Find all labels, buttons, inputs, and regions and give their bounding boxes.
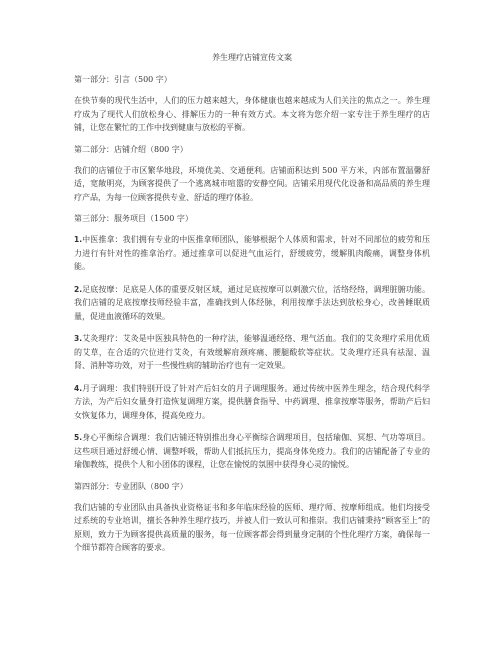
document-page xyxy=(74,52,430,564)
item-text: 月子调理：我们特别开设了针对产后妇女的月子调理服务。通过传统中医养生理念，结合现代科学方法，为产后妇女量身打造恢复调理方案，提供膳食指导、中药调理、推拿按摩等服务，帮助产后妇女恢复体力，调理身体，提高免疫力。 xyxy=(74,383,430,420)
item-text: 足底按摩：足底是人体的重要反射区域，通过足底按摩可以刺激穴位，活络经络，调理脏腑功能。我们店铺的足底按摩技师经验丰富，准确找到人体经脉，利用按摩手法达到放松身心，改善睡眠质量，促进血液循环的效果。 xyxy=(74,284,430,321)
section-team xyxy=(74,481,430,555)
service-item xyxy=(74,382,430,423)
paragraph: 我们的店铺位于市区繁华地段，环境优美、交通便利。店铺面积达到 500 平方米，内部布置温馨舒适，宽敞明亮，为顾客提供了一个逃离城市喧嚣的安静空间。店铺采用现代化设备和高品质的养生理疗产品，为每一位顾客提供专业、舒适的理疗体验。 xyxy=(74,165,430,202)
paragraph: 在快节奏的现代生活中，人们的压力越来越大，身体健康也越来越成为人们关注的焦点之一。养生理疗成为了现代人们放松身心、排解压力的一种有效方式。本文将为您介绍一家专注于养生理疗的店铺，让您在繁忙的工作中找到健康与放松的平衡。 xyxy=(74,96,430,132)
section-services xyxy=(74,213,430,472)
section-heading: 第三部分：服务项目（1500 字） xyxy=(74,214,193,223)
item-text: 艾灸理疗：艾灸是中医独具特色的一种疗法，能够温通经络、理气活血。我们的艾灸理疗采用优质的艾草，在合适的穴位进行艾灸，有效缓解肩颈疼痛、腰腿酸软等症状。艾灸理疗还具有祛湿、温肾、消肿等功效，对于一些慢性病的辅助治疗也有一定效果。 xyxy=(74,334,430,370)
section-intro xyxy=(74,74,430,135)
service-item xyxy=(74,332,430,373)
service-item xyxy=(74,233,430,274)
item-number: 4. xyxy=(74,383,83,393)
item-number: 5. xyxy=(74,433,83,442)
section-heading: 第一部分：引言（500 字） xyxy=(74,75,172,84)
section-store-intro xyxy=(74,144,430,205)
item-text: 身心平衡综合调理：我们店铺还特别推出身心平衡综合调理项目，包括瑜伽、冥想、气功等项目。这些项目通过舒缓心情、调整呼吸，帮助人们抵抗压力，提高身体免疫力。我们的店铺配备了专业的瑜伽教练，提供个人和小团体的课程，让您在愉悦的氛围中获得身心灵的愉悦。 xyxy=(74,433,430,469)
item-text: 中医推拿：我们拥有专业的中医推拿师团队，能够根据个人体质和需求，针对不同部位的疲劳和压力进行有针对性的推拿治疗。通过推拿可以促进气血运行，舒缓疲劳，缓解肌肉酸痛，调整身体机能。 xyxy=(74,235,430,271)
document-title: 养生理疗店铺宣传文案 xyxy=(212,53,292,62)
service-item xyxy=(74,431,430,472)
item-number: 2. xyxy=(74,284,83,294)
paragraph: 我们店铺的专业团队由具备执业资格证书和多年临床经验的医师、理疗师、按摩师组成。他们均接受过系统的专业培训，擅长各种养生理疗技巧，并被人们一致认可和推崇。我们店铺秉持“顾客至上”的原则，致力于为顾客提供高质量的服务，每一位顾客都会得到量身定制的个性化理疗方案，确保每一个细节都符合顾客的要求。 xyxy=(74,502,430,552)
section-heading: 第四部分：专业团队（800 字） xyxy=(74,481,188,491)
service-item xyxy=(74,283,430,324)
item-number: 3. xyxy=(74,334,83,343)
item-number: 1. xyxy=(74,235,83,244)
section-heading: 第二部分：店铺介绍（800 字） xyxy=(74,144,188,154)
